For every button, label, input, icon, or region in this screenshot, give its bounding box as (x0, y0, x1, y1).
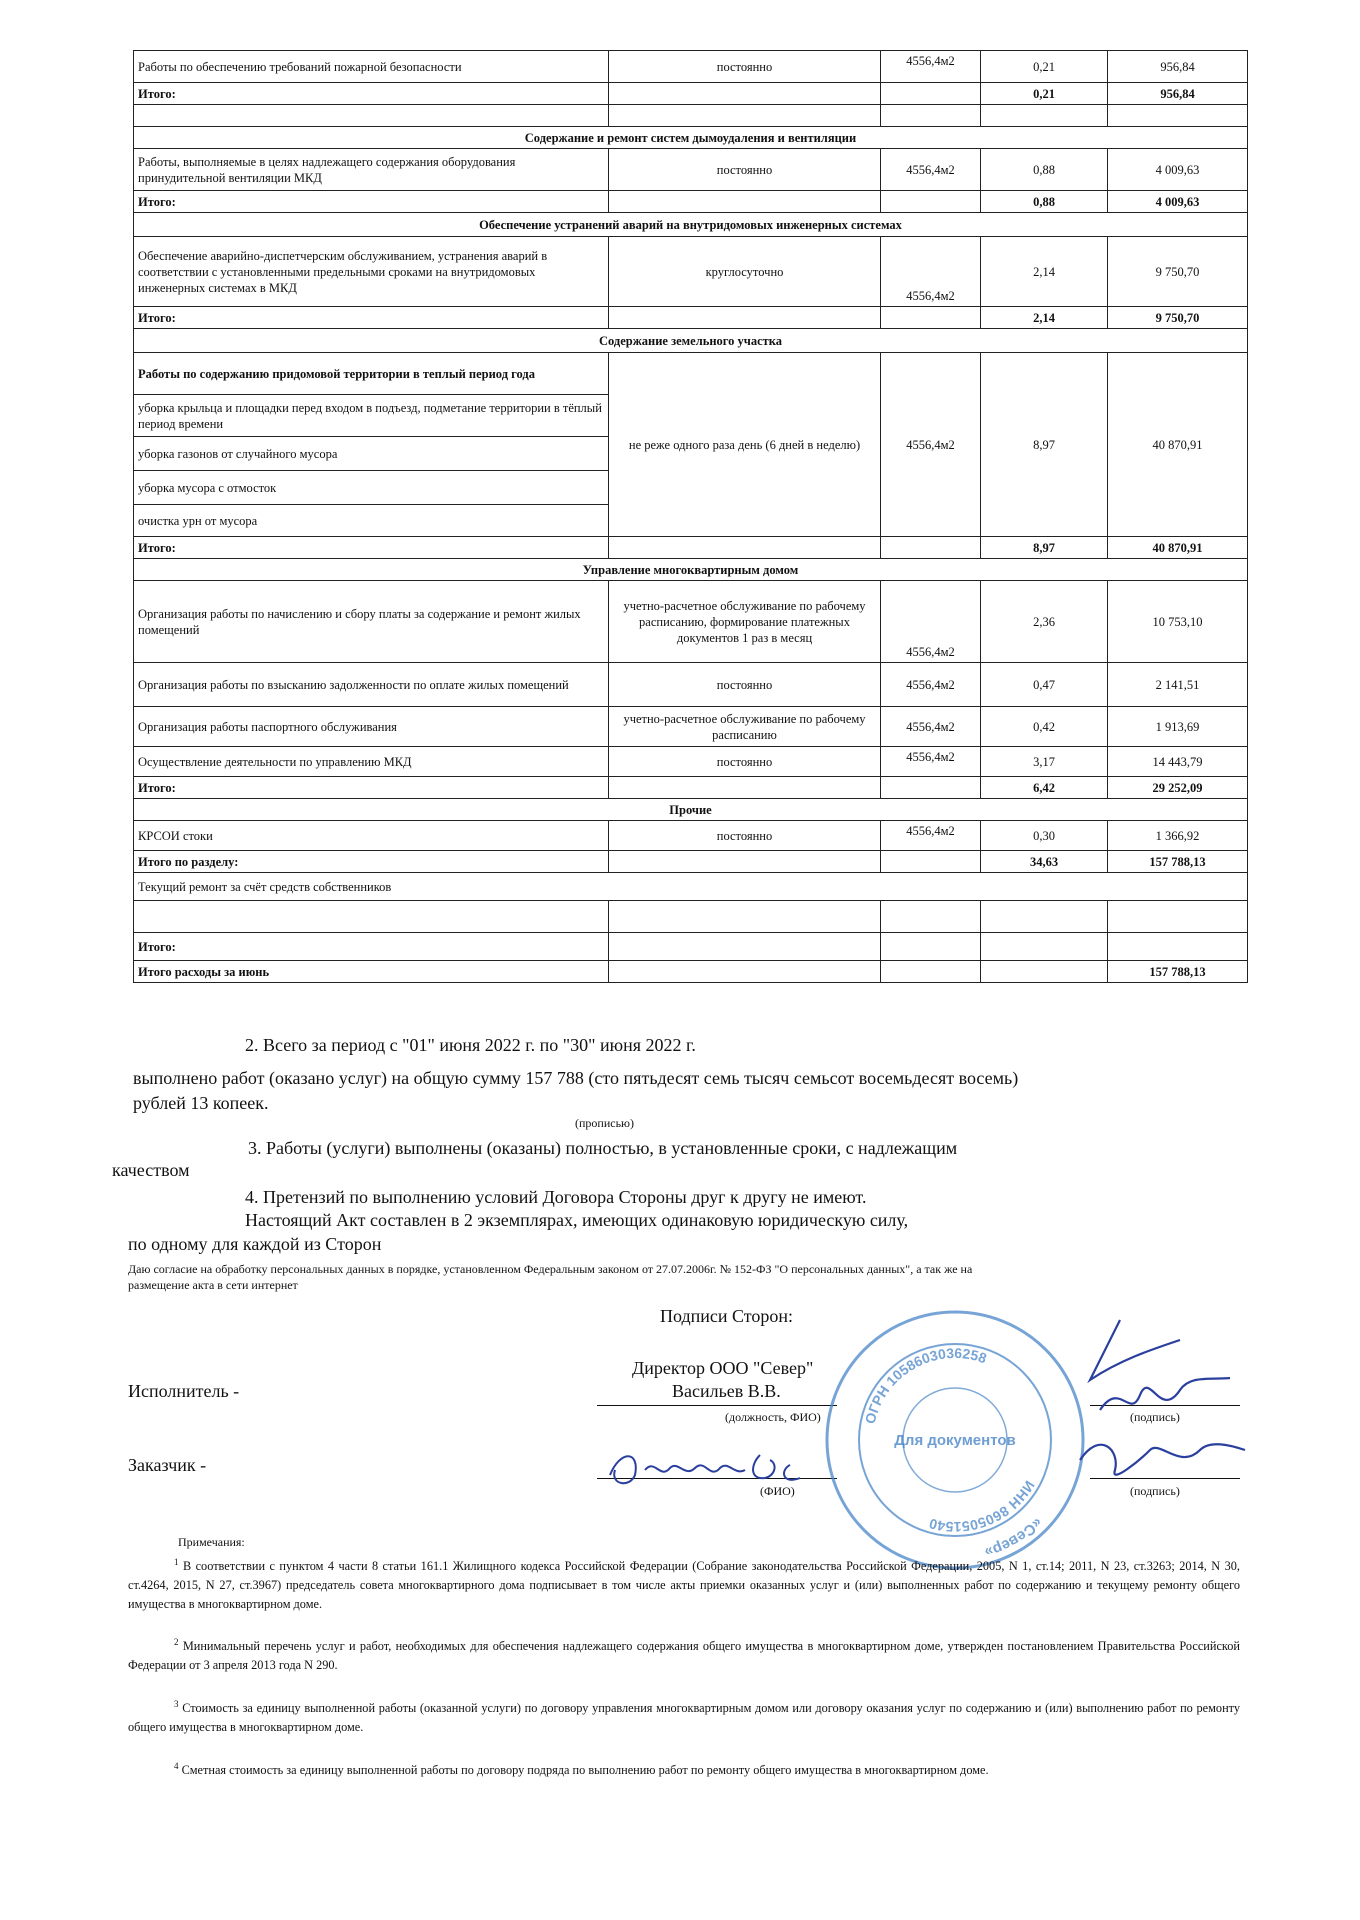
executor-position-line (597, 1405, 837, 1406)
stamp-center: Для документов (894, 1432, 1016, 1449)
subtotal-rate: 0,21 (981, 83, 1108, 105)
svg-text:ОГРН 1058603036258 (862, 1345, 989, 1426)
act-table (133, 50, 1248, 983)
section-header-row (134, 559, 1248, 581)
work-rate: 2,14 (981, 237, 1108, 307)
work-name: Работы, выполняемые в целях надлежащего содержания оборудования принудительной вентиляции МКД (134, 149, 609, 191)
work-sum: 14 443,79 (1108, 747, 1248, 777)
work-name: КРСОИ стоки (134, 821, 609, 851)
signatures-title: Подписи Сторон: (660, 1306, 794, 1326)
paragraph-2-sum: выполнено работ (оказано услуг) на общую сумму 157 788 (сто пятьдесят семь тысяч семьсот восемьдесят восемь) (133, 1068, 1019, 1088)
work-unit: 4556,4м2 (881, 51, 981, 83)
section-title: Содержание земельного участка (134, 329, 1248, 353)
subtotal-label: Итого: (134, 307, 609, 329)
section-header-row (134, 213, 1248, 237)
repair-total-row (134, 933, 1248, 961)
work-sum: 956,84 (1108, 51, 1248, 83)
work-unit: 4556,4м2 (881, 821, 981, 851)
note-text: В соответствии с пунктом 4 части 8 статьи 161.1 Жилищного кодекса Российской Федерации (Собрание законодательства Российской Федерации, 2005, N 1, ст.14; 2011, N 23, ст.3263; 2014, N 30, ст.4264, 2015, N 27, ст.3967) председатель совета многоквартирного дома подписывает в том числе акты приемки оказанных услуг и (или) выполненных работ по содержанию и текущему ремонту общего имущества в многоквартирном доме. (128, 1559, 1240, 1612)
position-caption: (должность, ФИО) (725, 1410, 821, 1424)
customer-signature (600, 1440, 830, 1490)
work-rate: 3,17 (981, 747, 1108, 777)
fio-caption: (ФИО) (760, 1484, 795, 1498)
section-header-row (134, 329, 1248, 353)
work-sum: 40 870,91 (1108, 353, 1248, 537)
work-period: не реже одного раза день (6 дней в неделю) (609, 353, 881, 537)
section-total-sum: 157 788,13 (1108, 851, 1248, 873)
table-row (134, 581, 1248, 663)
work-unit: 4556,4м2 (881, 581, 981, 663)
customer-label: Заказчик - (128, 1455, 207, 1475)
work-name: Организация работы по начислению и сбору платы за содержание и ремонт жилых помещений (134, 581, 609, 663)
section-header-row (134, 799, 1248, 821)
signature-caption-2: (подпись) (1130, 1484, 1180, 1498)
paragraph-5-end: по одному для каждой из Сторон (128, 1234, 382, 1254)
subtotal-row (134, 307, 1248, 329)
work-name: Организация работы паспортного обслуживания (134, 707, 609, 747)
subtotal-row (134, 191, 1248, 213)
note-marker: 4 (174, 1761, 179, 1771)
work-period: постоянно (609, 149, 881, 191)
stamp-ogrn: ОГРН 1058603036258 (861, 1344, 989, 1426)
work-name: Осуществление деятельности по управлению МКД (134, 747, 609, 777)
subtotal-sum: 29 252,09 (1108, 777, 1248, 799)
repair-total-label: Итого: (134, 933, 609, 961)
subtotal-label: Итого: (134, 191, 609, 213)
section-title: Содержание и ремонт систем дымоудаления и вентиляции (134, 127, 1248, 149)
work-sum: 1 366,92 (1108, 821, 1248, 851)
subtotal-rate: 2,14 (981, 307, 1108, 329)
work-name: Обеспечение аварийно-диспетчерским обслуживанием, устранения аварий в соответствии с установленными предельными сроками на внутридомовых инженерных системах в МКД (134, 237, 609, 307)
june-total-label: Итого расходы за июнь (134, 961, 609, 983)
work-period: круглосуточно (609, 237, 881, 307)
table-row (134, 663, 1248, 707)
subtotal-row (134, 777, 1248, 799)
work-unit: 4556,4м2 (881, 663, 981, 707)
company-stamp (820, 1305, 1090, 1575)
paragraph-2-kopeks: рублей 13 копеек. (133, 1093, 269, 1113)
repair-row (134, 873, 1248, 901)
table-row (134, 821, 1248, 851)
subtotal-label: Итого: (134, 83, 609, 105)
work-period: постоянно (609, 663, 881, 707)
work-name: Организация работы по взысканию задолженности по оплате жилых помещений (134, 663, 609, 707)
paragraph-5: Настоящий Акт составлен в 2 экземплярах, имеющих одинаковую юридическую силу, (245, 1210, 909, 1230)
note-marker: 3 (174, 1699, 179, 1709)
work-period: постоянно (609, 747, 881, 777)
work-item: очистка урн от мусора (134, 505, 609, 537)
work-period: учетно-расчетное обслуживание по рабочему расписанию (609, 707, 881, 747)
consent-line-1: Даю согласие на обработку персональных данных в порядке, установленном Федеральным законом от 27.07.2006г. № 152-ФЗ "О персональных данных", а так же на (128, 1262, 973, 1276)
work-name: Работы по содержанию придомовой территории в теплый период года (134, 353, 609, 395)
subtotal-rate: 8,97 (981, 537, 1108, 559)
june-total-sum: 157 788,13 (1108, 961, 1248, 983)
work-rate: 0,21 (981, 51, 1108, 83)
work-period: учетно-расчетное обслуживание по рабочему расписанию, формирование платежных документов 1 раз в месяц (609, 581, 881, 663)
consent-line-2: размещение акта в сети интернет (128, 1278, 298, 1292)
table-row (134, 353, 1248, 395)
subtotal-row (134, 537, 1248, 559)
notes-title: Примечания: (178, 1535, 245, 1549)
section-title: Обеспечение устранений аварий на внутридомовых инженерных системах (134, 213, 1248, 237)
work-name: Работы по обеспечению требований пожарной безопасности (134, 51, 609, 83)
table-row (134, 747, 1248, 777)
paragraph-4: 4. Претензий по выполнению условий Договора Стороны друг к другу не имеют. (245, 1187, 867, 1207)
work-sum: 2 141,51 (1108, 663, 1248, 707)
work-rate: 0,42 (981, 707, 1108, 747)
subtotal-sum: 9 750,70 (1108, 307, 1248, 329)
executor-position: Директор ООО "Север" (632, 1358, 814, 1378)
note-marker: 2 (174, 1637, 179, 1647)
june-total-row (134, 961, 1248, 983)
table-row (134, 51, 1248, 83)
table-row (134, 149, 1248, 191)
work-rate: 0,30 (981, 821, 1108, 851)
section-title: Прочие (134, 799, 1248, 821)
work-unit: 4556,4м2 (881, 353, 981, 537)
empty-row (134, 105, 1248, 127)
work-rate: 8,97 (981, 353, 1108, 537)
empty-row (134, 901, 1248, 933)
work-sum: 1 913,69 (1108, 707, 1248, 747)
note-2 (128, 1636, 1240, 1675)
work-period: постоянно (609, 821, 881, 851)
subtotal-label: Итого: (134, 537, 609, 559)
repair-label: Текущий ремонт за счёт средств собственников (134, 873, 1248, 901)
section-total-row (134, 851, 1248, 873)
note-3 (128, 1698, 1240, 1737)
signature-caption: (подпись) (1130, 1410, 1180, 1424)
work-sum: 10 753,10 (1108, 581, 1248, 663)
subtotal-row (134, 83, 1248, 105)
work-period: постоянно (609, 51, 881, 83)
subtotal-sum: 40 870,91 (1108, 537, 1248, 559)
note-text: Стоимость за единицу выполненной работы (оказанной услуги) по договору управления многоквартирным домом или договору оказания услуг по содержанию и (или) выполнению работ по ремонту общего имущества в многоквартирном доме. (128, 1701, 1241, 1735)
work-rate: 0,88 (981, 149, 1108, 191)
note-4 (128, 1760, 1240, 1780)
work-rate: 0,47 (981, 663, 1108, 707)
executor-name: Васильев В.В. (672, 1381, 781, 1401)
stamp-name: «Север» (982, 1513, 1046, 1561)
work-rate: 2,36 (981, 581, 1108, 663)
work-item: уборка крыльца и площадки перед входом в подъезд, подметание территории в тёплый период времени (134, 395, 609, 437)
subtotal-label: Итого: (134, 777, 609, 799)
work-sum: 9 750,70 (1108, 237, 1248, 307)
section-total-label: Итого по разделу: (134, 851, 609, 873)
stamp-inn: ИНН 8605051540 (927, 1477, 1038, 1536)
work-unit: 4556,4м2 (881, 237, 981, 307)
paragraph-3: 3. Работы (услуги) выполнены (оказаны) полностью, в установленные сроки, с надлежащим (248, 1138, 958, 1158)
note-marker: 1 (174, 1557, 179, 1567)
section-total-rate: 34,63 (981, 851, 1108, 873)
table-row (134, 237, 1248, 307)
subtotal-rate: 6,42 (981, 777, 1108, 799)
work-unit: 4556,4м2 (881, 707, 981, 747)
subtotal-sum: 4 009,63 (1108, 191, 1248, 213)
work-unit: 4556,4м2 (881, 149, 981, 191)
subtotal-sum: 956,84 (1108, 83, 1248, 105)
note-text: Сметная стоимость за единицу выполненной работы по договору подряда по выполнению работ по ремонту общего имущества в многоквартирном доме. (181, 1763, 989, 1778)
work-sum: 4 009,63 (1108, 149, 1248, 191)
note-1 (128, 1556, 1240, 1614)
section-header-row (134, 127, 1248, 149)
paragraph-2: 2. Всего за период с "01" июня 2022 г. по "30" июня 2022 г. (245, 1035, 696, 1055)
executor-label: Исполнитель - (128, 1381, 240, 1401)
work-item: уборка мусора с отмосток (134, 471, 609, 505)
section-title: Управление многоквартирным домом (134, 559, 1248, 581)
subtotal-rate: 0,88 (981, 191, 1108, 213)
work-unit: 4556,4м2 (881, 747, 981, 777)
paragraph-3-end: качеством (112, 1160, 190, 1180)
note-text: Минимальный перечень услуг и работ, необходимых для обеспечения надлежащего содержания общего имущества в многоквартирном доме, утвержден постановлением Правительства Российской Федерации от 3 апреля 2013 года N 290. (128, 1639, 1240, 1673)
propisyu-caption: (прописью) (575, 1116, 635, 1130)
work-item: уборка газонов от случайного мусора (134, 437, 609, 471)
table-row (134, 707, 1248, 747)
executor-signature (1060, 1300, 1260, 1500)
